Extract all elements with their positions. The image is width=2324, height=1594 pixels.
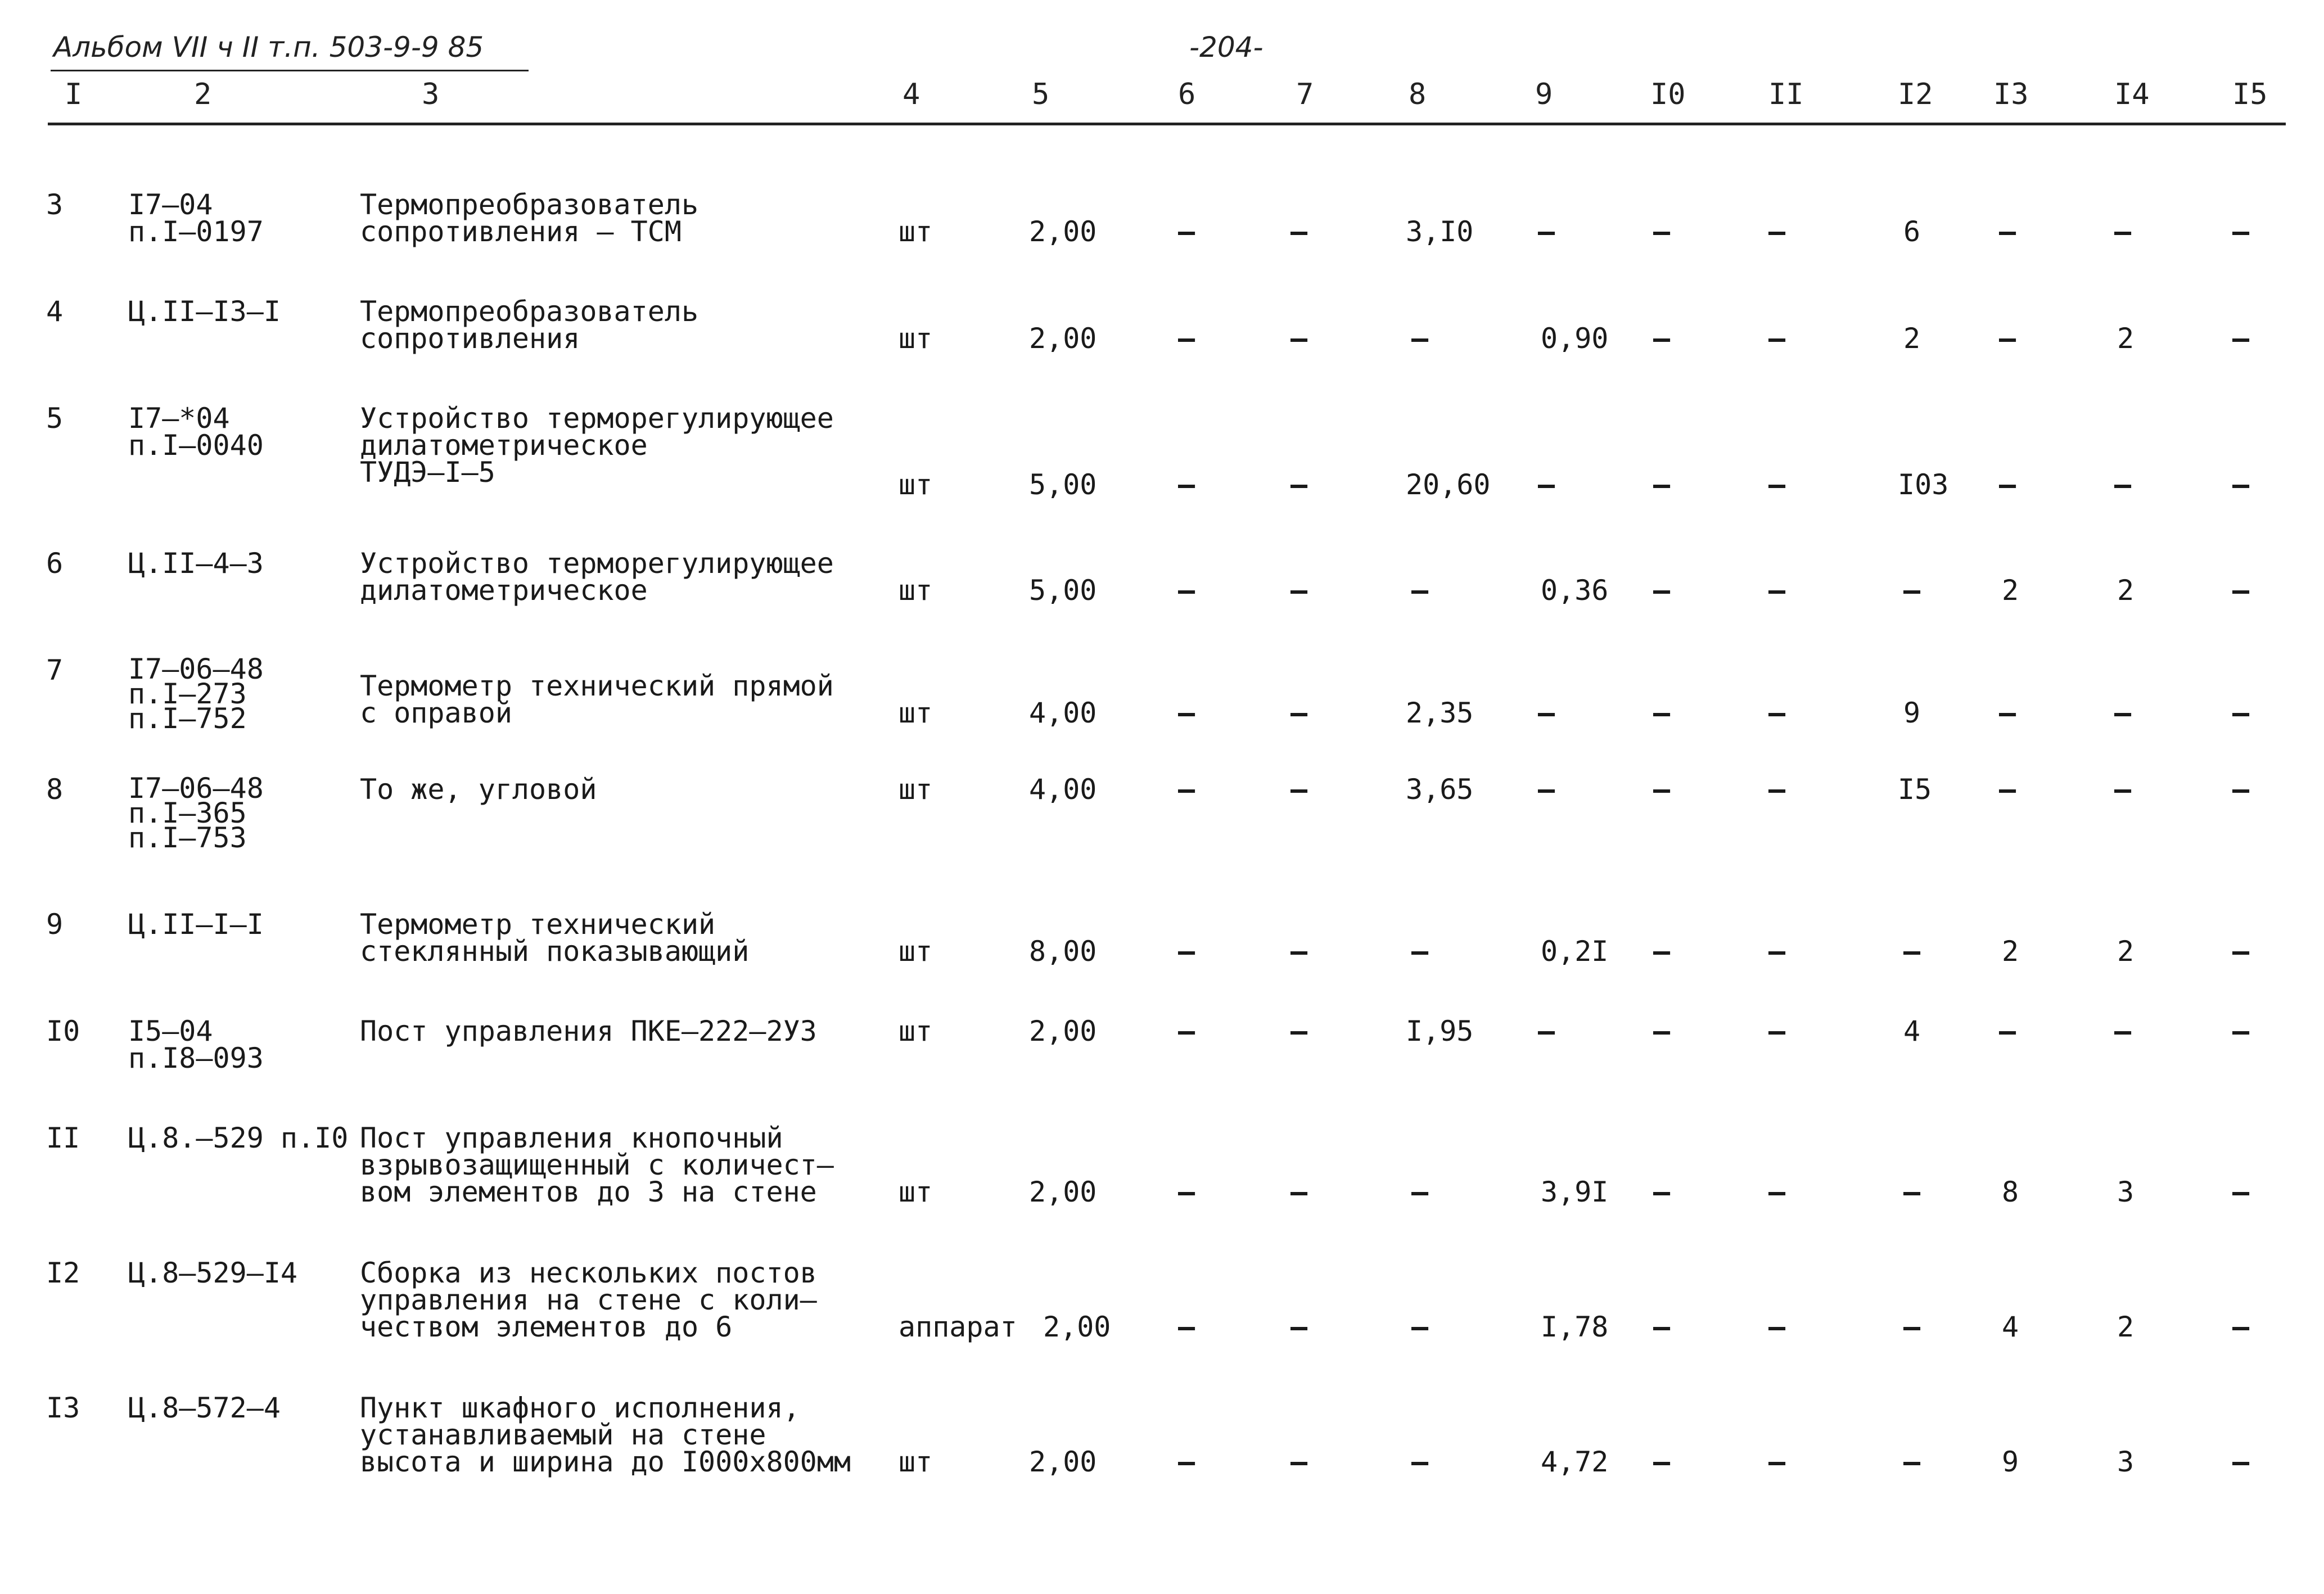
col12-value: – xyxy=(1903,1446,1921,1478)
col14-value: – xyxy=(2114,468,2132,501)
col-number-13: I3 xyxy=(1993,78,2029,111)
price-code: I7–06–48 п.I–365 п.I–753 xyxy=(128,772,264,854)
page-number: -204- xyxy=(1189,31,1263,64)
col12-value: I03 xyxy=(1898,468,1949,501)
col14-value: 2 xyxy=(2117,935,2135,968)
col9-value: 0,90 xyxy=(1541,322,1609,355)
col6-value: – xyxy=(1178,773,1195,806)
price-code: I7–*04 п.I–0040 xyxy=(128,402,264,462)
col6-value: – xyxy=(1178,1015,1195,1047)
col9-value: 3,9I xyxy=(1541,1176,1609,1208)
col6-value: – xyxy=(1178,468,1195,501)
col11-value: – xyxy=(1768,1446,1786,1478)
item-name: Термометр технический стеклянный показывающий xyxy=(360,908,750,968)
quantity: 4,00 xyxy=(1029,773,1097,806)
col6-value: – xyxy=(1178,697,1195,729)
col9-value: I,78 xyxy=(1541,1311,1609,1343)
col8-value: I,95 xyxy=(1406,1015,1474,1047)
col12-value: – xyxy=(1903,574,1921,607)
col8-value: – xyxy=(1411,1311,1429,1343)
col11-value: – xyxy=(1768,1015,1786,1047)
col12-value: – xyxy=(1903,1176,1921,1208)
col13-value: 2 xyxy=(2002,935,2019,968)
col7-value: – xyxy=(1290,215,1308,248)
row-number: I3 xyxy=(46,1392,80,1424)
row-number: I2 xyxy=(46,1257,80,1289)
col14-value: 3 xyxy=(2117,1176,2135,1208)
col-number-7: 7 xyxy=(1296,78,1314,111)
quantity: 2,00 xyxy=(1029,322,1097,355)
item-name: Устройство терморегулирующее дилатометрическое xyxy=(360,547,834,607)
col8-value: – xyxy=(1411,322,1429,355)
col13-value: – xyxy=(1999,468,2016,501)
col-number-11: II xyxy=(1768,78,1804,111)
col9-value: – xyxy=(1538,1015,1555,1047)
quantity: 2,00 xyxy=(1029,1176,1097,1208)
col15-value: – xyxy=(2232,322,2250,355)
col10-value: – xyxy=(1653,697,1671,729)
col6-value: – xyxy=(1178,1176,1195,1208)
col15-value: – xyxy=(2232,1176,2250,1208)
item-name: Термопреобразователь сопротивления – ТСМ xyxy=(360,188,699,248)
col9-value: 4,72 xyxy=(1541,1446,1609,1478)
col-number-15: I5 xyxy=(2232,78,2268,111)
quantity: 2,00 xyxy=(1043,1311,1111,1343)
col-number-2: 2 xyxy=(194,78,212,111)
col15-value: – xyxy=(2232,468,2250,501)
col11-value: – xyxy=(1768,215,1786,248)
col12-value: 6 xyxy=(1903,215,1921,248)
unit: шт xyxy=(899,697,933,729)
col11-value: – xyxy=(1768,1311,1786,1343)
col8-value: – xyxy=(1411,935,1429,968)
col13-value: – xyxy=(1999,697,2016,729)
col13-value: 4 xyxy=(2002,1311,2019,1343)
col7-value: – xyxy=(1290,1311,1308,1343)
unit: шт xyxy=(899,773,933,806)
quantity: 2,00 xyxy=(1029,1015,1097,1047)
col13-value: – xyxy=(1999,773,2016,806)
quantity: 5,00 xyxy=(1029,574,1097,607)
quantity: 2,00 xyxy=(1029,1446,1097,1478)
col7-value: – xyxy=(1290,1446,1308,1478)
col13-value: 9 xyxy=(2002,1446,2019,1478)
col12-value: 2 xyxy=(1903,322,1921,355)
col12-value: I5 xyxy=(1898,773,1932,806)
col12-value: – xyxy=(1903,935,1921,968)
col-number-5: 5 xyxy=(1032,78,1050,111)
col8-value: 3,I0 xyxy=(1406,215,1474,248)
col7-value: – xyxy=(1290,773,1308,806)
col14-value: – xyxy=(2114,1015,2132,1047)
col8-value: 2,35 xyxy=(1406,697,1474,729)
price-code: Ц.8.–529 п.I0 xyxy=(128,1122,349,1154)
col8-value: 3,65 xyxy=(1406,773,1474,806)
col9-value: – xyxy=(1538,697,1555,729)
col14-value: 2 xyxy=(2117,574,2135,607)
col11-value: – xyxy=(1768,697,1786,729)
col-number-9: 9 xyxy=(1535,78,1553,111)
col12-value: – xyxy=(1903,1311,1921,1343)
col13-value: – xyxy=(1999,322,2016,355)
col10-value: – xyxy=(1653,773,1671,806)
col9-value: – xyxy=(1538,215,1555,248)
col9-value: – xyxy=(1538,773,1555,806)
col10-value: – xyxy=(1653,935,1671,968)
price-code: I7–06–48 п.I–273 п.I–752 xyxy=(128,653,264,735)
unit: шт xyxy=(899,574,933,607)
col13-value: – xyxy=(1999,215,2016,248)
col7-value: – xyxy=(1290,468,1308,501)
col11-value: – xyxy=(1768,574,1786,607)
quantity: 4,00 xyxy=(1029,697,1097,729)
col-number-8: 8 xyxy=(1409,78,1427,111)
item-name: Пост управления ПКЕ–222–2У3 xyxy=(360,1015,817,1047)
col10-value: – xyxy=(1653,468,1671,501)
col10-value: – xyxy=(1653,1446,1671,1478)
col14-value: 2 xyxy=(2117,1311,2135,1343)
col11-value: – xyxy=(1768,1176,1786,1208)
col-number-1: I xyxy=(65,78,83,111)
col15-value: – xyxy=(2232,935,2250,968)
col8-value: – xyxy=(1411,1176,1429,1208)
row-number: 9 xyxy=(46,908,64,941)
col13-value: 8 xyxy=(2002,1176,2019,1208)
quantity: 2,00 xyxy=(1029,215,1097,248)
col7-value: – xyxy=(1290,1176,1308,1208)
row-number: 7 xyxy=(46,654,64,687)
col7-value: – xyxy=(1290,322,1308,355)
price-code: Ц.8–529–I4 xyxy=(128,1257,298,1289)
quantity: 8,00 xyxy=(1029,935,1097,968)
row-number: II xyxy=(46,1122,80,1154)
col14-value: 2 xyxy=(2117,322,2135,355)
item-name: Пункт шкафного исполнения, устанавливаемый на стене высота и ширина до I000х800мм xyxy=(360,1392,851,1478)
unit: шт xyxy=(899,322,933,355)
unit: шт xyxy=(899,468,933,501)
col6-value: – xyxy=(1178,215,1195,248)
col14-value: – xyxy=(2114,773,2132,806)
col-number-12: I2 xyxy=(1898,78,1933,111)
unit: шт xyxy=(899,1446,933,1478)
col15-value: – xyxy=(2232,215,2250,248)
row-number: I0 xyxy=(46,1015,80,1047)
col12-value: 4 xyxy=(1903,1015,1921,1047)
col9-value: 0,2I xyxy=(1541,935,1609,968)
unit: шт xyxy=(899,935,933,968)
col9-value: 0,36 xyxy=(1541,574,1609,607)
col6-value: – xyxy=(1178,1311,1195,1343)
row-number: 8 xyxy=(46,773,64,806)
col15-value: – xyxy=(2232,1015,2250,1047)
col11-value: – xyxy=(1768,935,1786,968)
item-name: Термопреобразователь сопротивления xyxy=(360,295,699,355)
col14-value: 3 xyxy=(2117,1446,2135,1478)
col10-value: – xyxy=(1653,1311,1671,1343)
album-reference: Альбом VII ч II т.п. 503-9-9 85 xyxy=(53,31,484,64)
col7-value: – xyxy=(1290,697,1308,729)
col14-value: – xyxy=(2114,697,2132,729)
unit: шт xyxy=(899,1015,933,1047)
col11-value: – xyxy=(1768,468,1786,501)
col14-value: – xyxy=(2114,215,2132,248)
col7-value: – xyxy=(1290,574,1308,607)
price-code: Ц.II–4–3 xyxy=(128,547,264,580)
col-number-3: 3 xyxy=(422,78,440,111)
col10-value: – xyxy=(1653,1176,1671,1208)
col15-value: – xyxy=(2232,1311,2250,1343)
quantity: 5,00 xyxy=(1029,468,1097,501)
price-code: I7–04 п.I–0197 xyxy=(128,188,264,248)
item-name: Термометр технический прямой с оправой xyxy=(360,670,834,729)
price-code: I5–04 п.I8–093 xyxy=(128,1015,264,1074)
col7-value: – xyxy=(1290,935,1308,968)
col15-value: – xyxy=(2232,697,2250,729)
col6-value: – xyxy=(1178,322,1195,355)
col15-value: – xyxy=(2232,1446,2250,1478)
col15-value: – xyxy=(2232,574,2250,607)
col11-value: – xyxy=(1768,322,1786,355)
price-code: Ц.8–572–4 xyxy=(128,1392,281,1424)
row-number: 5 xyxy=(46,402,64,435)
col10-value: – xyxy=(1653,322,1671,355)
col-number-4: 4 xyxy=(902,78,920,111)
col6-value: – xyxy=(1178,935,1195,968)
col-number-6: 6 xyxy=(1178,78,1196,111)
unit: шт xyxy=(899,215,933,248)
item-name: То же, угловой xyxy=(360,773,597,806)
col8-value: 20,60 xyxy=(1406,468,1491,501)
unit: аппарат xyxy=(899,1311,1017,1343)
col10-value: – xyxy=(1653,574,1671,607)
col13-value: 2 xyxy=(2002,574,2019,607)
row-number: 4 xyxy=(46,295,64,328)
col6-value: – xyxy=(1178,1446,1195,1478)
col15-value: – xyxy=(2232,773,2250,806)
col10-value: – xyxy=(1653,1015,1671,1047)
price-code: Ц.II–I3–I xyxy=(128,295,281,328)
row-number: 3 xyxy=(46,188,64,221)
row-number: 6 xyxy=(46,547,64,580)
item-name: Сборка из нескольких постов управления на стене с коли– чеством элементов до 6 xyxy=(360,1257,817,1343)
unit: шт xyxy=(899,1176,933,1208)
col13-value: – xyxy=(1999,1015,2016,1047)
price-code: Ц.II–I–I xyxy=(128,908,264,941)
col6-value: – xyxy=(1178,574,1195,607)
col12-value: 9 xyxy=(1903,697,1921,729)
col10-value: – xyxy=(1653,215,1671,248)
col7-value: – xyxy=(1290,1015,1308,1047)
col-number-10: I0 xyxy=(1650,78,1686,111)
col11-value: – xyxy=(1768,773,1786,806)
col8-value: – xyxy=(1411,574,1429,607)
col8-value: – xyxy=(1411,1446,1429,1478)
col9-value: – xyxy=(1538,468,1555,501)
item-name: Пост управления кнопочный взрывозащищенный с количест– вом элементов до 3 на стене xyxy=(360,1122,834,1208)
item-name: Устройство терморегулирующее дилатометрическое ТУДЭ–I–5 xyxy=(360,402,834,489)
col-number-14: I4 xyxy=(2114,78,2150,111)
